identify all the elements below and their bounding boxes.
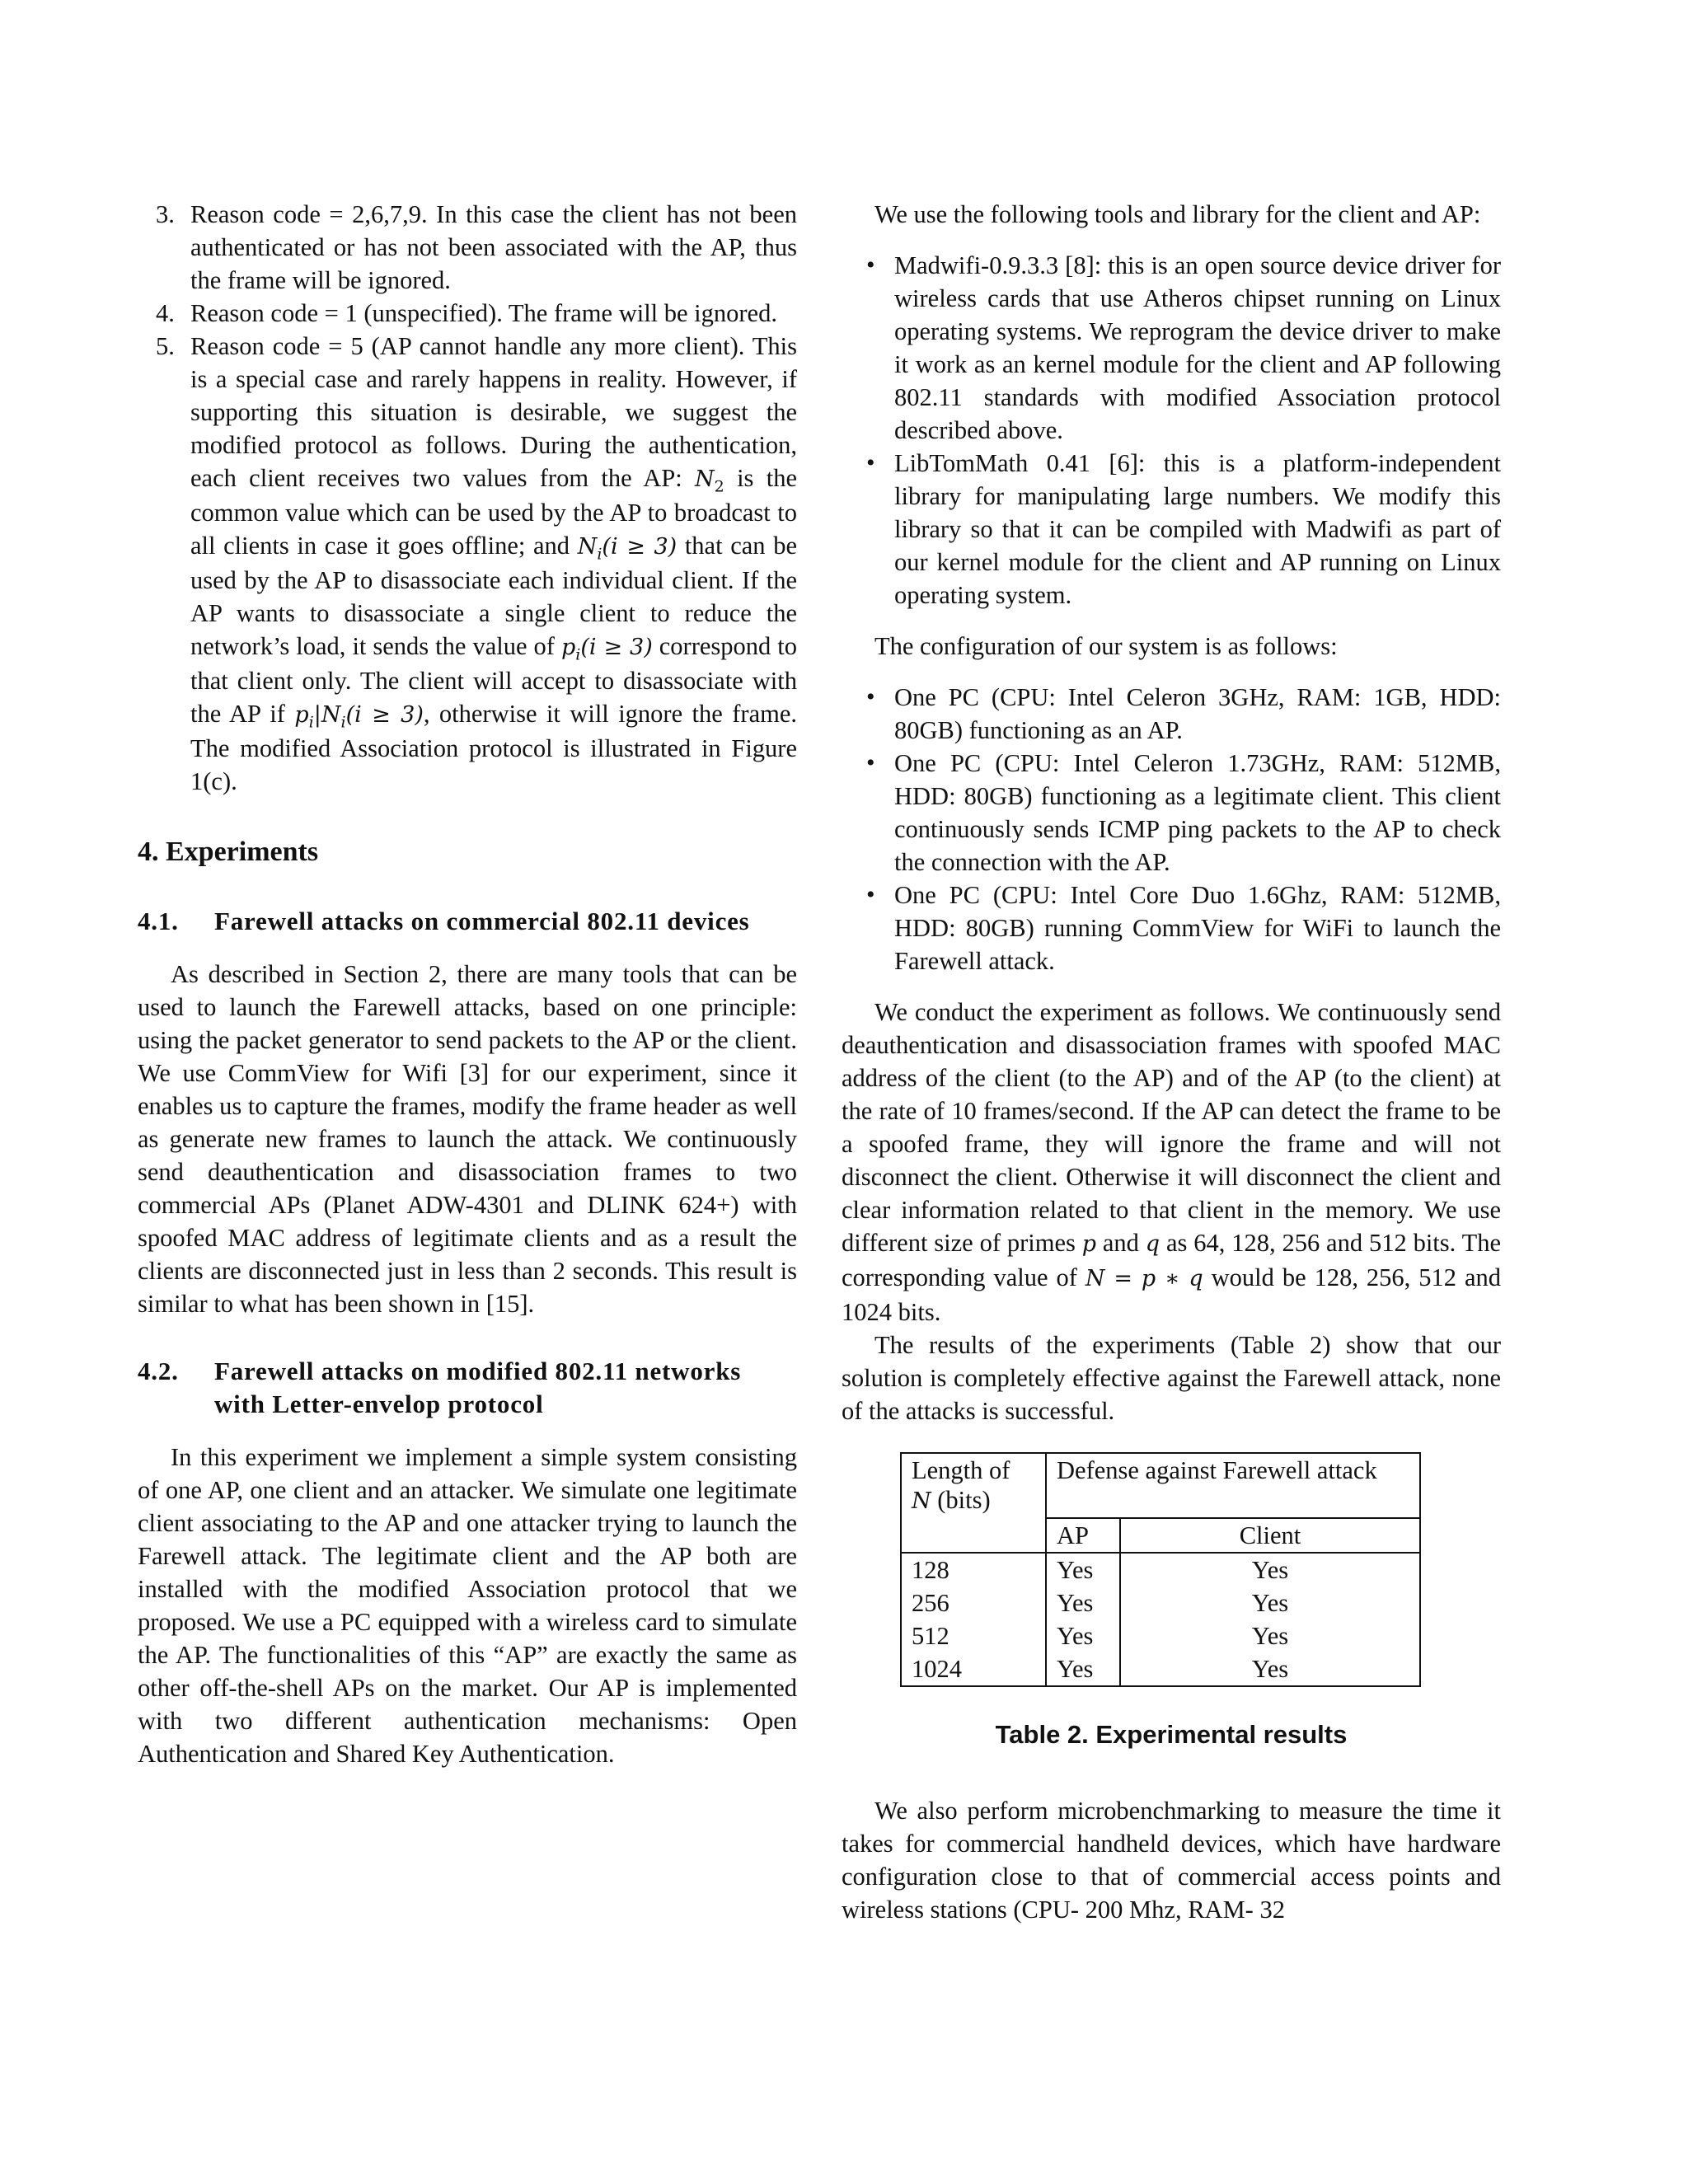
paragraph: The results of the experiments (Table 2) show that our solution is completely effective against the Farewell attack, none of the attacks is successful.: [842, 1331, 1501, 1425]
list-item: • LibTomMath 0.41 [6]: this is a platform-independent library for manipulating large numbers. We modify this library so that it can be compiled with Madwifi as part of our kernel module for the client and AP running on Linux operating system.: [842, 447, 1501, 612]
list-item: [138, 198, 797, 297]
config-list: [842, 681, 1501, 977]
list-item: • One PC (CPU: Intel Celeron 3GHz, RAM: 1GB, HDD: 80GB) functioning as an AP.: [842, 681, 1501, 747]
table-caption: Table 2. Experimental results: [995, 1720, 1348, 1749]
list-item: • One PC (CPU: Intel Celeron 1.73GHz, RAM: 512MB, HDD: 80GB) functioning as a legitimate client. This client continuously sends ICMP ping packets to the AP to check the connection with the AP.: [842, 747, 1501, 879]
paragraph: We also perform microbenchmarking to measure the time it takes for commercial handheld devices, which have hardware configuration close to that of commercial access points and wireless stations (CPU- 200 Mhz, RAM- 32: [842, 1797, 1501, 1924]
subsection-title: 4.2. Farewell attacks on modified 802.11 networks with Letter-envelop protocol: [138, 1357, 742, 1418]
list-item: • One PC (CPU: Intel Core Duo 1.6Ghz, RAM: 512MB, HDD: 80GB) running CommView for WiFi to launch the Farewell attack.: [842, 879, 1501, 977]
list-item: • Madwifi-0.9.3.3 [8]: this is an open source device driver for wireless cards that use Atheros chipset running on Linux operating systems. We reprogram the device driver to make it work as an kernel module for the client and AP following 802.11 standards with modified Association protocol described above.: [842, 249, 1501, 447]
table-row: 256 Yes Yes: [901, 1586, 1420, 1619]
list-number: 3.: [156, 200, 175, 228]
table-row: 128 Yes Yes: [901, 1553, 1420, 1586]
list-item: [138, 297, 797, 330]
math-n-equals-pq: N = p ∗ q: [1085, 1266, 1203, 1291]
list-item-text: Reason code = 1 (unspecified). The frame will be ignored.: [190, 299, 777, 327]
list-number: 5.: [156, 332, 175, 360]
list-item-text: Reason code = 5 (AP cannot handle any more client). This is a special case and rarely happens in reality. However, if supporting this situation is desirable, we suggest the modified protocol as follows. During the authentication, each client receives two values from the AP:: [190, 332, 797, 492]
list-item: 5. Reason code = 5 (AP cannot handle any more client). This is a special case and rarely happens in reality. However, if supporting this situation is desirable, we suggest the modified protocol as follows. During the authentication, each client receives two values from the AP: $N_2$ is the common value which can be used by the AP to broadcast to all clients in case it goes offline; and $N_i(i \ge 3)$ that can be used by the AP to disassociate each individual client. If the AP wants to disassociate a single client to reduce the network’s load, it sends the value of $p_i(i \ge 3)$ correspond to that client only. The client will accept to disassociate with the AP if $p_i|N_i(i \ge 3)$, otherwise it will ignore the frame. The modified Association protocol is illustrated in Figure 1(c).: [138, 330, 797, 798]
table-header-cell: [901, 1518, 1046, 1553]
table-header-cell: Client: [1120, 1518, 1420, 1553]
math-n2: $N_2$: [695, 466, 724, 496]
paragraph: In this experiment we implement a simple system consisting of one AP, one client and an attacker. We simulate one legitimate client associating to the AP and one attacker trying to launch the Farewell attack. The legitimate client and the AP both are installed with the modified Association protocol that we proposed. We use a PC equipped with a wireless card to simulate the AP. The functionalities of this “AP” are exactly the same as other off-the-shell APs on the market. Our AP is implemented with two different authentication mechanisms: Open Authentication and Shared Key Authentication.: [138, 1443, 797, 1768]
left-column: [138, 198, 797, 1770]
table-header-cell: Defense against Farewell attack: [1046, 1453, 1420, 1518]
results-table: [900, 1452, 1421, 1687]
paragraph: We conduct the experiment as follows. We continuously send deauthentication and disassociation frames with spoofed MAC address of the client (to the AP) and of the AP (to the client) at the rate of 10 frames/second. If the AP can detect the frame to be a spoofed frame, they will ignore the frame and will not disconnect the client. Otherwise it will disconnect the client and clear information related to that client in the memory. We use different size of primes p and q as 64, 128, 256 and 512 bits. The corresponding value of N = p ∗ q would be 128, 256, 512 and 1024 bits.: [842, 998, 1502, 1326]
right-column: [842, 198, 1501, 1926]
subsection-title: 4.1. Farewell attacks on commercial 802.11 devices: [138, 907, 750, 935]
paragraph: We use the following tools and library for the client and AP:: [874, 200, 1481, 228]
table-row: 1024 Yes Yes: [901, 1652, 1420, 1686]
math-pi: $p_i(i \ge 3)$: [560, 635, 653, 664]
math-pi-divides-ni: $p_i|N_i(i \ge 3)$: [294, 702, 424, 732]
list-number: 4.: [156, 299, 175, 327]
table-row: 512 Yes Yes: [901, 1619, 1420, 1652]
table-header-cell: AP: [1046, 1518, 1120, 1553]
list-item-text: Reason code = 2,6,7,9. In this case the client has not been authenticated or has not been associated with the AP, thus the frame will be ignored.: [190, 200, 797, 294]
table-header-cell: Length of N (bits): [901, 1453, 1046, 1518]
tools-list: [842, 249, 1501, 612]
math-ni: $N_i(i \ge 3)$: [577, 534, 678, 564]
paragraph: As described in Section 2, there are many tools that can be used to launch the Farewell attacks, based on one principle: using the packet generator to send packets to the AP or the client. We use CommView for Wifi [3] for our experiment, since it enables us to capture the frames, modify the frame header as well as generate new frames to launch the attack. We continuously send deauthentication and disassociation frames to two commercial APs (Planet ADW-4301 and DLINK 624+) with spoofed MAC address of legitimate clients and as a result the clients are disconnected just in less than 2 seconds. This result is similar to what has been shown in [15].: [138, 960, 797, 1318]
paragraph: The configuration of our system is as follows:: [874, 632, 1338, 660]
section-title: 4. Experiments: [138, 837, 319, 867]
reason-code-list: [138, 198, 797, 798]
